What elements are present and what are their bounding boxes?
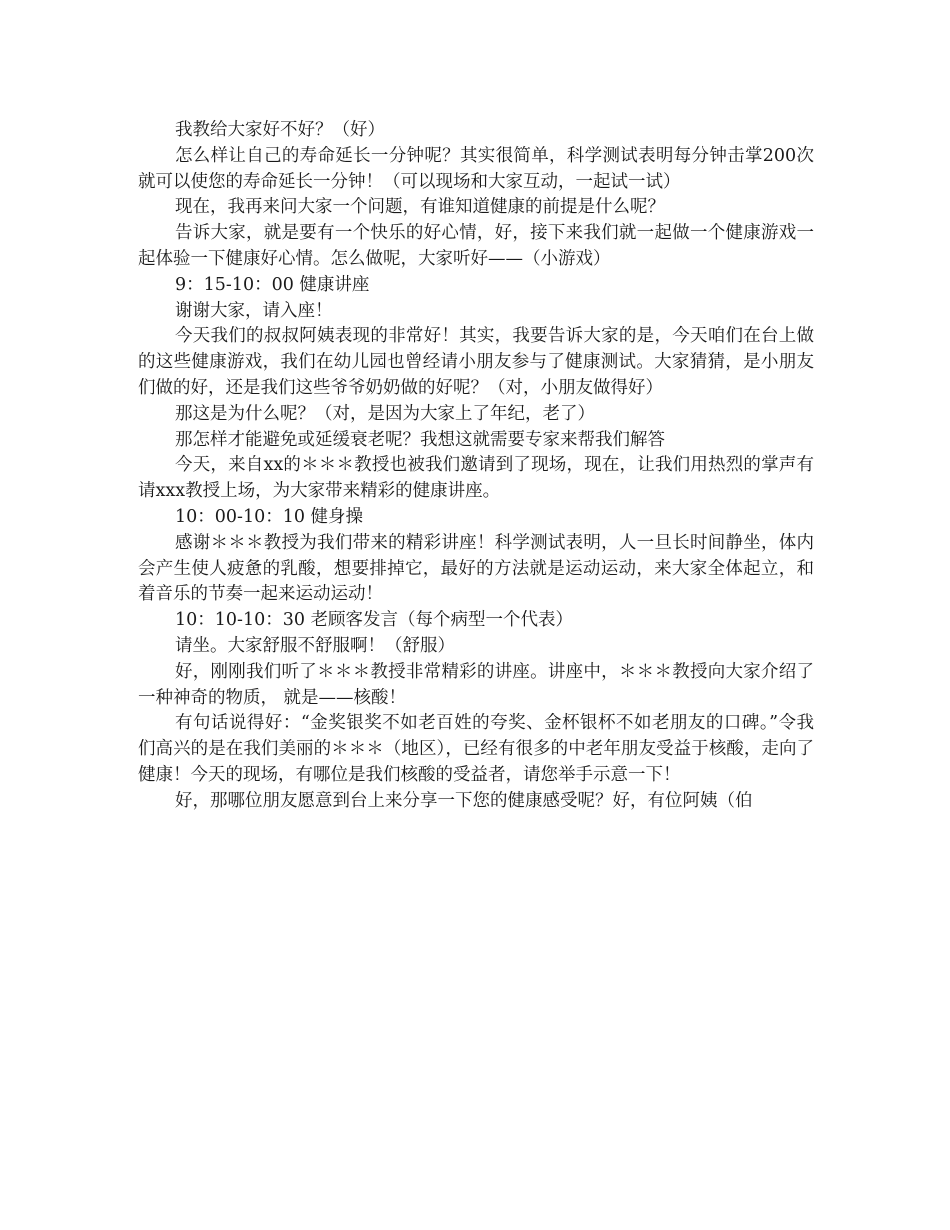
paragraph-16: 有句话说得好：“金奖银奖不如老百姓的夸奖、金杯银杯不如老朋友的口碑。”令我们高兴的是在我们美丽的＊＊＊（地区），已经有很多的中老年朋友受益于核酸，走向了健康！今天的现场，有哪位是我们核酸的受益者，请您举手示意一下！ [138, 713, 814, 785]
document-body [138, 118, 814, 815]
section-heading-customer-speech: 10：10-10：30 老顾客发言（每个病型一个代表） [175, 610, 574, 631]
paragraph-15: 好，刚刚我们听了＊＊＊教授非常精彩的讲座。讲座中，＊＊＊教授向大家介绍了一种神奇的物质， 就是——核酸！ [138, 661, 814, 708]
section-heading-exercise: 10：00-10：10 健身操 [175, 506, 364, 527]
paragraph-7: 今天我们的叔叔阿姨表现的非常好！其实，我要告诉大家的是，今天咱们在台上做的这些健康游戏，我们在幼儿园也曾经请小朋友参与了健康测试。大家猜猜，是小朋友们做的好，还是我们这些爷爷奶奶做的好呢？（对，小朋友做得好） [138, 326, 814, 398]
paragraph-9: 那怎样才能避免或延缓衰老呢？我想这就需要专家来帮我们解答 [175, 429, 665, 450]
paragraph-14: 请坐。大家舒服不舒服啊！（舒服） [175, 635, 455, 656]
section-heading-lecture: 9：15-10：00 健康讲座 [175, 274, 370, 295]
paragraph-4: 告诉大家，就是要有一个快乐的好心情，好，接下来我们就一起做一个健康游戏一起体验一下健康好心情。怎么做呢，大家听好——（小游戏） [138, 223, 814, 269]
paragraph-12: 感谢＊＊＊教授为我们带来的精彩讲座！科学测试表明，人一旦长时间静坐，体内会产生使人疲惫的乳酸，想要排掉它，最好的方法就是运动运动，来大家全体起立，和着音乐的节奏一起来运动运动！ [138, 532, 814, 605]
paragraph-2: 怎么样让自己的寿命延长一分钟呢？其实很简单，科学测试表明每分钟击掌200次就可以使您的寿命延长一分钟！（可以现场和大家互动，一起试一试） [138, 145, 814, 192]
paragraph-3: 现在，我再来问大家一个问题，有谁知道健康的前提是什么呢？ [175, 197, 665, 218]
paragraph-6: 谢谢大家，请入座！ [175, 300, 333, 321]
paragraph-17: 好，那哪位朋友愿意到台上来分享一下您的健康感受呢？好，有位阿姨（伯 [175, 790, 753, 811]
paragraph-10: 今天，来自xx的＊＊＊教授也被我们邀请到了现场，现在，让我们用热烈的掌声有请xxx教授上场，为大家带来精彩的健康讲座。 [138, 455, 814, 502]
paragraph-1: 我教给大家好不好？（好） [175, 120, 385, 140]
paragraph-8: 那这是为什么呢？（对，是因为大家上了年纪，老了） [175, 403, 595, 424]
